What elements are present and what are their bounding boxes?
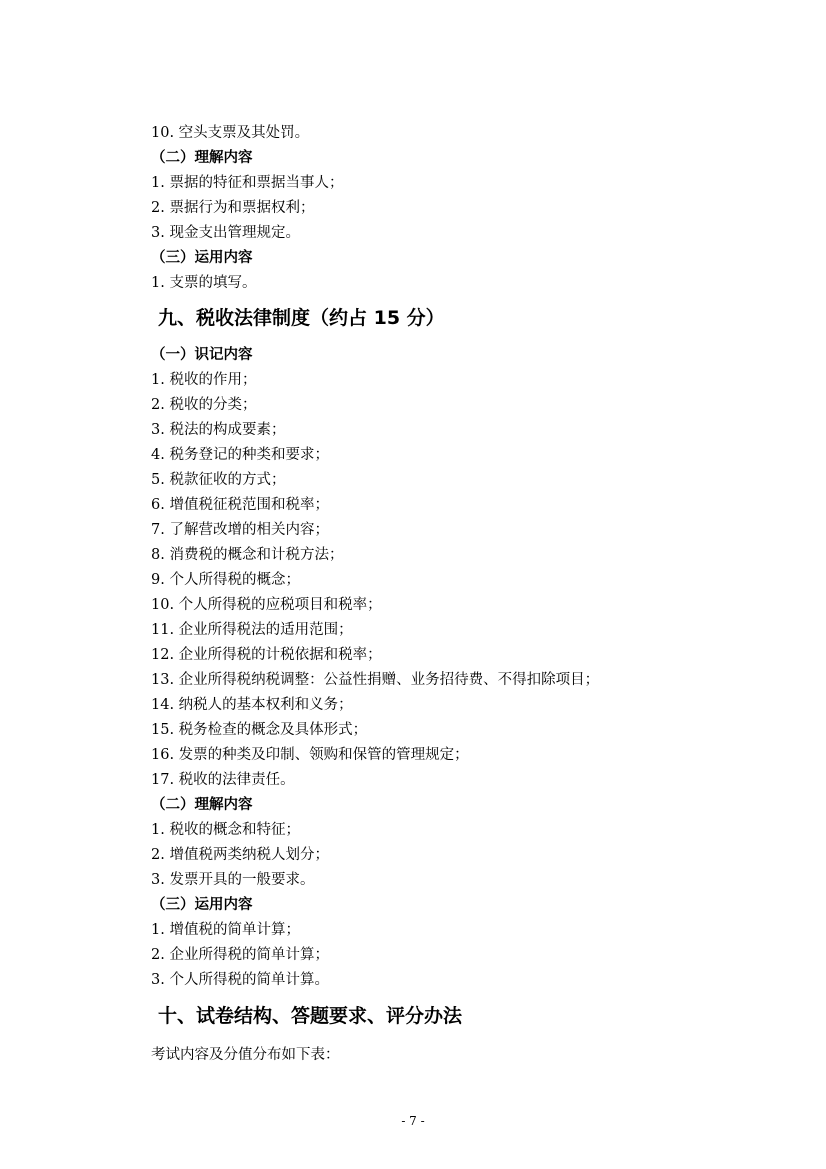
list-item: 5. 税款征收的方式； [151, 472, 286, 488]
list-item: 11. 企业所得税法的适用范围； [151, 622, 353, 638]
chapter-title-exam-structure: 十、试卷结构、答题要求、评分办法 [158, 1005, 463, 1027]
subsection-heading-memorize: （一）识记内容 [151, 347, 253, 363]
list-item: 12. 企业所得税的计税依据和税率； [151, 647, 382, 663]
list-item: 2. 增值税两类纳税人划分； [151, 847, 329, 863]
list-item: 1. 税收的作用； [151, 372, 257, 388]
list-item: 16. 发票的种类及印制、领购和保管的管理规定； [151, 747, 469, 763]
list-item: 17. 税收的法律责任。 [151, 772, 295, 788]
list-item: 8. 消费税的概念和计税方法； [151, 547, 344, 563]
list-item: 9. 个人所得税的概念； [151, 572, 300, 588]
list-item: 1. 票据的特征和票据当事人； [151, 175, 344, 191]
list-item: 13. 企业所得税纳税调整：公益性捐赠、业务招待费、不得扣除项目； [151, 672, 600, 688]
list-item: 1. 增值税的简单计算； [151, 922, 300, 938]
list-item: 7. 了解营改增的相关内容； [151, 522, 329, 538]
list-item: 1. 支票的填写。 [151, 275, 257, 291]
subsection-heading-understand: （二）理解内容 [151, 797, 253, 813]
subsection-heading-apply: （三）运用内容 [151, 250, 253, 266]
list-item: 1. 税收的概念和特征； [151, 822, 300, 838]
list-item: 2. 企业所得税的简单计算； [151, 947, 329, 963]
list-item: 10. 空头支票及其处罚。 [151, 125, 310, 141]
list-item: 2. 税收的分类； [151, 397, 257, 413]
subsection-heading-understand: （二）理解内容 [151, 150, 253, 166]
list-item: 3. 个人所得税的简单计算。 [151, 972, 329, 988]
list-item: 14. 纳税人的基本权利和义务； [151, 697, 353, 713]
list-item: 3. 现金支出管理规定。 [151, 225, 300, 241]
page-number: - 7 - [401, 1114, 425, 1128]
subsection-heading-apply: （三）运用内容 [151, 897, 253, 913]
list-item: 4. 税务登记的种类和要求； [151, 447, 329, 463]
list-item: 15. 税务检查的概念及具体形式； [151, 722, 368, 738]
list-item: 3. 税法的构成要素； [151, 422, 286, 438]
list-item: 6. 增值税征税范围和税率； [151, 497, 329, 513]
list-item: 10. 个人所得税的应税项目和税率； [151, 597, 382, 613]
intro-paragraph: 考试内容及分值分布如下表： [151, 1047, 340, 1063]
chapter-title-tax-law: 九、税收法律制度（约占 15 分） [158, 307, 445, 329]
list-item: 3. 发票开具的一般要求。 [151, 872, 315, 888]
list-item: 2. 票据行为和票据权利； [151, 200, 315, 216]
